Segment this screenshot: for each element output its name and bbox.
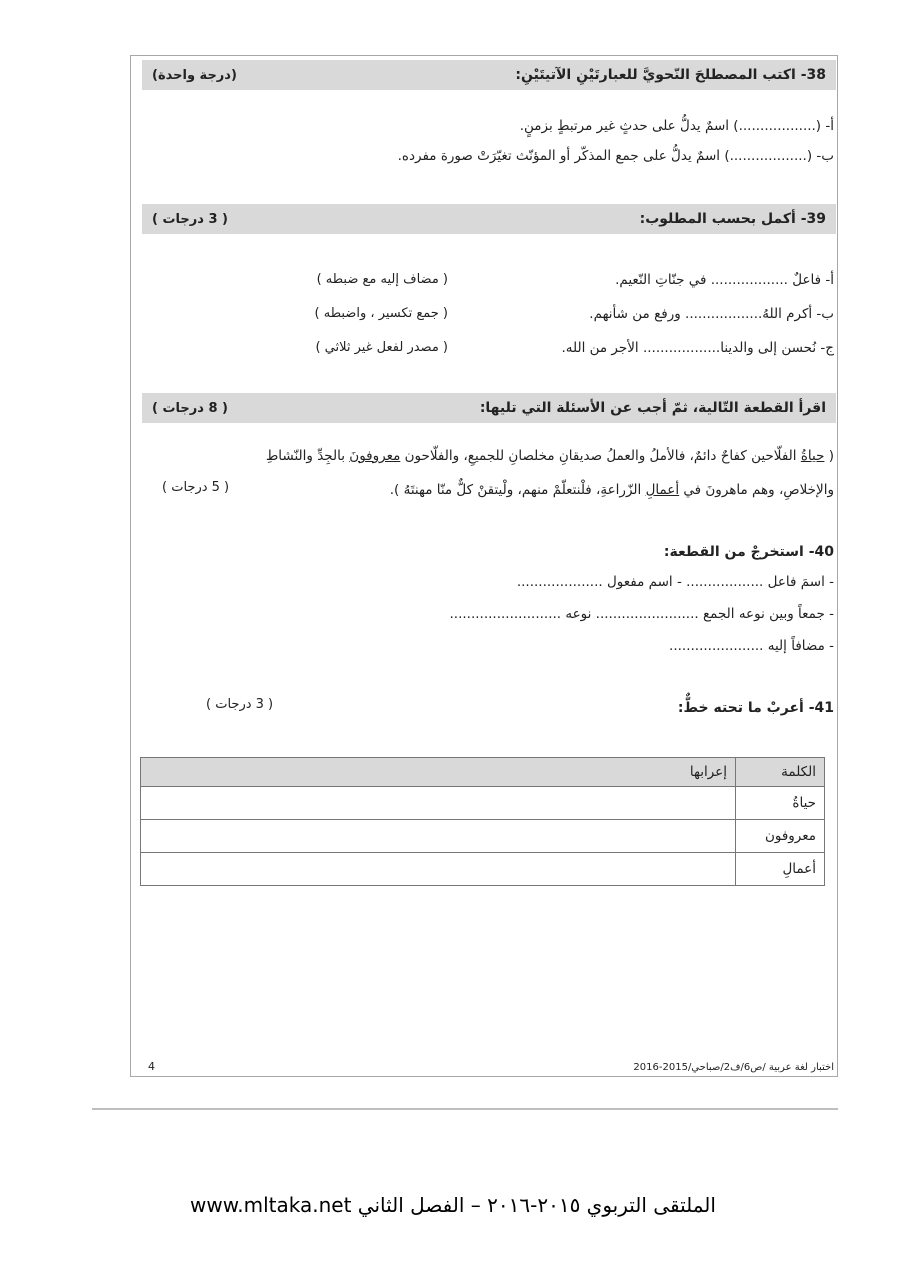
underlined-word-maarufun: معروفونَ xyxy=(349,448,401,464)
passage-grade-2: ( 5 درجات ) xyxy=(162,480,230,495)
parsing-table xyxy=(140,757,825,886)
q39-hint-a: ( مضاف إليه مع ضبطه ) xyxy=(316,272,448,287)
q40-line-3: - مضافاً إليه ...................... xyxy=(669,638,834,654)
q38-header-bar xyxy=(142,60,836,90)
cell-parse[interactable] xyxy=(141,820,736,853)
q39-grade: ( 3 درجات ) xyxy=(152,211,228,227)
page-number: 4 xyxy=(148,1060,155,1073)
q39-title: 39- أكمل بحسب المطلوب: xyxy=(639,211,826,227)
table-row xyxy=(141,820,825,853)
passage-line-2: والإخلاصِ، وهم ماهرونَ في أعمالِ الزّراعةِ، فلْنتعلّمْ منهم، ولْيتقنْ كلٌّ منّا مهنتَهُ ). xyxy=(389,482,834,498)
q41-grade: ( 3 درجات ) xyxy=(206,697,274,712)
cell-word: أعمالِ xyxy=(736,853,825,886)
q38-item-b: ب- (..................) اسمٌ يدلُّ على جمع المذكّر أو المؤنّث تغيّرَتْ صورة مفرده. xyxy=(397,148,834,164)
q39-hint-c: ( مصدر لفعل غير ثلاثي ) xyxy=(315,340,448,355)
cell-parse[interactable] xyxy=(141,853,736,886)
table-row xyxy=(141,787,825,820)
passage-grade: ( 8 درجات ) xyxy=(152,400,228,416)
q40-line-1: - اسمَ فاعل .................. - اسم مفعول .................... xyxy=(516,574,834,590)
q39-item-c: ج- نُحسن إلى والدينا.................. الأجر من الله. xyxy=(561,340,834,356)
cell-word: حياةُ xyxy=(736,787,825,820)
q38-item-a: أ- (..................) اسمٌ يدلُّ على حدثٍ غير مرتبطٍ بزمنٍ. xyxy=(519,118,834,134)
q40-title: 40- استخرجْ من القطعة: xyxy=(663,544,834,560)
passage-header-bar xyxy=(142,393,836,423)
caption-url[interactable]: www.mltaka.net xyxy=(190,1193,352,1217)
separator-line xyxy=(92,1108,838,1110)
caption-text: الملتقى التربوي ٢٠١٥-٢٠١٦ – الفصل الثاني xyxy=(357,1193,716,1217)
passage-line-1: ( حياةُ الفلّاحين كفاحٌ دائمٌ، فالأملُ والعملُ صديقانِ مخلصانِ للجميعِ، والفلّاحون معروفونَ بالجِدِّ والنّشاطِ xyxy=(265,448,834,464)
table-row xyxy=(141,853,825,886)
q38-grade: (درجة واحدة) xyxy=(152,67,237,83)
underlined-word-aamal: أعمالِ xyxy=(645,482,680,498)
col-header-parse: إعرابها xyxy=(141,758,736,787)
cell-word: معروفون xyxy=(736,820,825,853)
passage-title: اقرأ القطعة التّالية، ثمّ أجب عن الأسئلة التي تليها: xyxy=(479,400,826,416)
q40-line-2: - جمعاً وبين نوعه الجمع ........................ نوعه .......................... xyxy=(449,606,834,622)
q39-item-a: أ- فاعلٌ .................. في جنّاتِ النّعيم. xyxy=(615,272,834,288)
cell-parse[interactable] xyxy=(141,787,736,820)
underlined-word-hayat: حياةُ xyxy=(800,448,825,464)
exam-info: اختبار لغة عربية /ص6/ف2/صباحي/2015-2016 xyxy=(633,1062,834,1073)
bottom-caption xyxy=(0,1193,906,1217)
q39-header-bar xyxy=(142,204,836,234)
q41-title: 41- أعربْ ما تحته خطٌّ: xyxy=(677,700,834,716)
col-header-word: الكلمة xyxy=(736,758,825,787)
q39-hint-b: ( جمع تكسير ، واضبطه ) xyxy=(314,306,448,321)
q39-item-b: ب- أكرم اللهُ.................. ورفع من شأنهم. xyxy=(589,306,834,322)
q38-title: 38- اكتب المصطلحَ النّحويَّ للعبارتَيْنِ الآتيتَيْنِ: xyxy=(515,67,826,83)
table-header-row xyxy=(141,758,825,787)
